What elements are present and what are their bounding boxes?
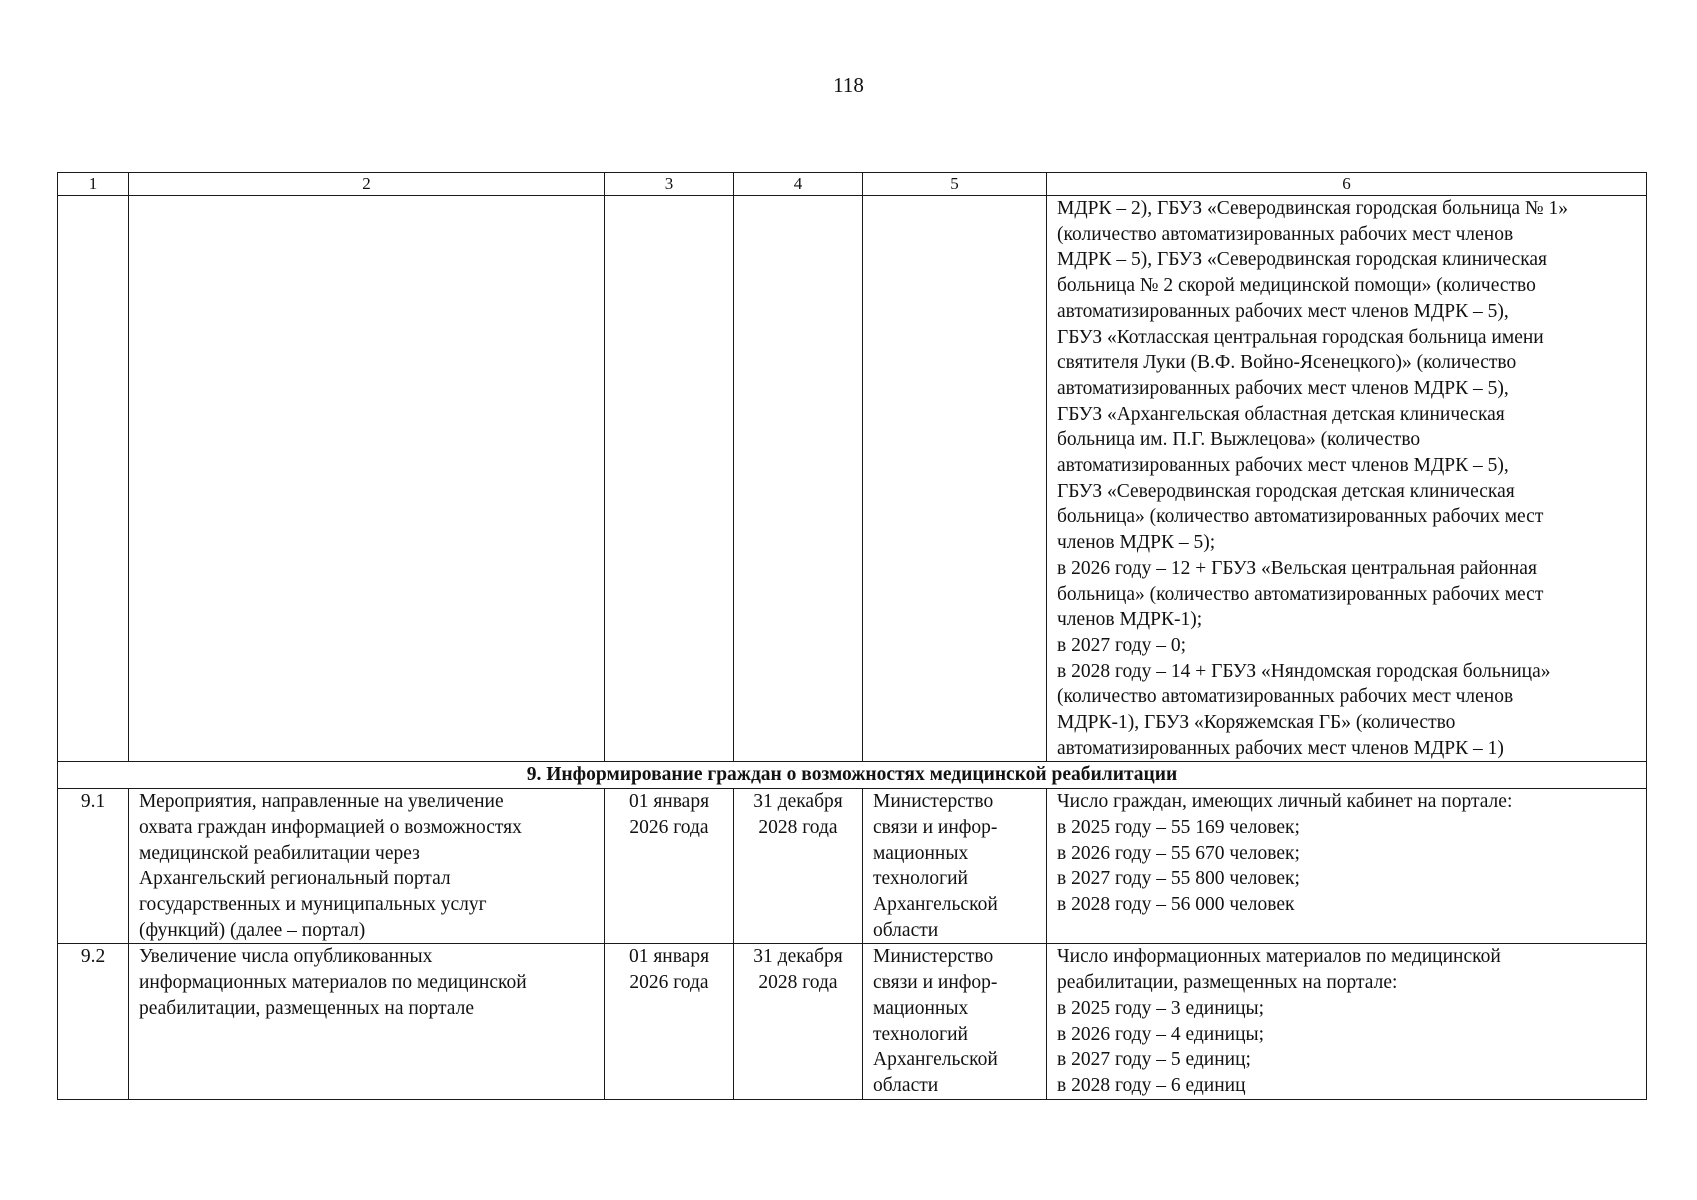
result-line: в 2028 году – 6 единиц: [1057, 1074, 1246, 1096]
responsible-line: области: [873, 919, 939, 941]
result-line: в 2026 году – 12 + ГБУЗ «Вельская центральная районная: [1057, 557, 1537, 579]
result-line: в 2027 году – 55 800 человек;: [1057, 868, 1300, 890]
result-line: в 2028 году – 56 000 человек: [1057, 893, 1295, 915]
column-header-5: 5: [863, 173, 1047, 196]
section-row: [58, 762, 1647, 789]
responsible-line: Министерство: [873, 791, 994, 813]
responsible-line: области: [873, 1074, 939, 1096]
column-header-2: 2: [129, 173, 605, 196]
description-line: Увеличение числа опубликованных: [139, 946, 433, 968]
result-line: святителя Луки (В.Ф. Войно-Ясенецкого)» (количество: [1057, 352, 1517, 374]
date-line: 01 января: [628, 946, 710, 968]
column-header-4: 4: [734, 173, 863, 196]
column-header-row: [58, 173, 1647, 196]
responsible-line: Министерство: [873, 946, 994, 968]
measures-table: [57, 172, 1647, 1100]
continuation-cell-3: [605, 196, 734, 762]
continuation-cell-4: [734, 196, 863, 762]
date-line: 31 декабря: [753, 946, 843, 968]
responsible-line: мационных: [873, 997, 969, 1019]
responsible-line: технологий: [873, 1023, 968, 1045]
row-number: 9.2: [58, 944, 129, 1099]
result-line: больница № 2 скорой медицинской помощи» (количество: [1057, 275, 1536, 297]
description-line: охвата граждан информацией о возможностях: [139, 816, 522, 838]
result-line: в 2026 году – 4 единицы;: [1057, 1023, 1265, 1045]
description-line: информационных материалов по медицинской: [139, 972, 527, 994]
continuation-cell-5: [863, 196, 1047, 762]
responsible-line: Архангельской: [873, 893, 998, 915]
date-line: 2026 года: [629, 816, 709, 838]
result-line: (количество автоматизированных рабочих мест членов: [1057, 223, 1514, 245]
column-header-3: 3: [605, 173, 734, 196]
row-number: 9.1: [58, 789, 129, 944]
description-line: Архангельский региональный портал: [139, 868, 451, 890]
result-line: в 2025 году – 55 169 человек;: [1057, 816, 1300, 838]
result-line: (количество автоматизированных рабочих мест членов: [1057, 686, 1514, 708]
table-row: [58, 789, 1647, 944]
result-line: ГБУЗ «Котласская центральная городская больница имени: [1057, 326, 1544, 348]
responsible-line: связи и инфор-: [873, 972, 998, 994]
description-line: государственных и муниципальных услуг: [139, 893, 487, 915]
continuation-cell-1: [58, 196, 129, 762]
description-line: медицинской реабилитации через: [139, 842, 420, 864]
result-line: автоматизированных рабочих мест членов МДРК – 5),: [1057, 377, 1509, 399]
result-line: Число граждан, имеющих личный кабинет на портале:: [1057, 791, 1513, 813]
date-line: 2028 года: [758, 816, 838, 838]
row-result: [1047, 789, 1647, 944]
column-header-6: 6: [1047, 173, 1647, 196]
date-line: 31 декабря: [753, 791, 843, 813]
result-line: реабилитации, размещенных на портале:: [1057, 972, 1398, 994]
result-line: членов МДРК – 5);: [1057, 532, 1216, 554]
row-start-date: [605, 789, 734, 944]
row-responsible: [863, 944, 1047, 1099]
row-end-date: [734, 789, 863, 944]
row-result: [1047, 944, 1647, 1099]
result-line: ГБУЗ «Архангельская областная детская клиническая: [1057, 403, 1505, 425]
table-row: [58, 944, 1647, 1099]
result-line: в 2027 году – 5 единиц;: [1057, 1049, 1251, 1071]
result-line: в 2026 году – 55 670 человек;: [1057, 842, 1300, 864]
result-line: МДРК – 5), ГБУЗ «Северодвинская городская клиническая: [1057, 249, 1548, 271]
result-line: автоматизированных рабочих мест членов МДРК – 5),: [1057, 455, 1509, 477]
result-line: в 2025 году – 3 единицы;: [1057, 997, 1265, 1019]
result-line: Число информационных материалов по медицинской: [1057, 946, 1501, 968]
responsible-line: мационных: [873, 842, 969, 864]
column-header-1: 1: [58, 173, 129, 196]
description-line: Мероприятия, направленные на увеличение: [139, 791, 504, 813]
row-responsible: [863, 789, 1047, 944]
result-line: больница» (количество автоматизированных рабочих мест: [1057, 506, 1544, 528]
row-end-date: [734, 944, 863, 1099]
result-line: автоматизированных рабочих мест членов МДРК – 1): [1057, 737, 1504, 759]
description-line: реабилитации, размещенных на портале: [139, 997, 475, 1019]
result-line: больница» (количество автоматизированных рабочих мест: [1057, 583, 1544, 605]
description-line: (функций) (далее – портал): [139, 919, 366, 941]
responsible-line: технологий: [873, 868, 968, 890]
result-line: в 2028 году – 14 + ГБУЗ «Няндомская городская больница»: [1057, 660, 1551, 682]
row-description: [129, 944, 605, 1099]
continuation-cell-2: [129, 196, 605, 762]
responsible-line: Архангельской: [873, 1049, 998, 1071]
date-line: 01 января: [628, 791, 710, 813]
row-start-date: [605, 944, 734, 1099]
section-title: 9. Информирование граждан о возможностях медицинской реабилитации: [58, 762, 1647, 789]
result-line: в 2027 году – 0;: [1057, 634, 1186, 656]
result-line: больница им. П.Г. Выжлецова» (количество: [1057, 429, 1421, 451]
continuation-result-cell: [1047, 196, 1647, 762]
result-line: ГБУЗ «Северодвинская городская детская клиническая: [1057, 480, 1515, 502]
continuation-row: [58, 196, 1647, 762]
responsible-line: связи и инфор-: [873, 816, 998, 838]
page-number: 118: [833, 73, 864, 97]
date-line: 2028 года: [758, 972, 838, 994]
date-line: 2026 года: [629, 972, 709, 994]
result-line: МДРК-1), ГБУЗ «Коряжемская ГБ» (количество: [1057, 712, 1456, 734]
row-description: [129, 789, 605, 944]
result-line: членов МДРК-1);: [1057, 609, 1203, 631]
result-line: МДРК – 2), ГБУЗ «Северодвинская городская больница № 1»: [1057, 198, 1568, 219]
result-line: автоматизированных рабочих мест членов МДРК – 5),: [1057, 300, 1509, 322]
